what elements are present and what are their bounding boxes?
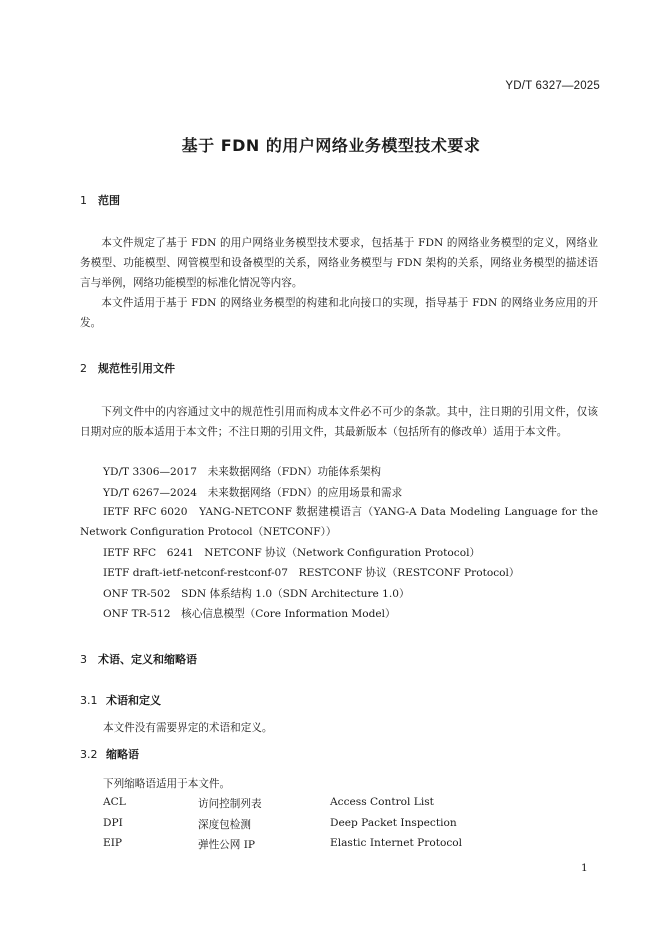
paragraph: 下列文件中的内容通过文中的规范性引用而构成本文件必不可少的条款。其中，注日期的引用文件，仅该日期对应的版本适用于本文件；不注日期的引用文件，其最新版本（包括所有的修改单）适用于本文件。: [80, 406, 598, 438]
reference-item: [80, 502, 598, 542]
subsection-3-1-heading: [80, 692, 161, 708]
subsection-title: 术语和定义: [106, 694, 161, 707]
paragraph: 本文件规定了基于 FDN 的用户网络业务模型技术要求，包括基于 FDN 的网络业务模型的定义，网络业务模型、功能模型、网管模型和设备模型的关系，网络业务模型与 FDN 架构的关系，网络业务模型的描述语言与举例，网络功能模型的标准化情况等内容。: [80, 237, 598, 289]
abbreviation: EIP: [103, 837, 123, 849]
reference-item: IETF draft-ietf-netconf-restconf-07 RESTCONF 协议（RESTCONF Protocol）: [103, 567, 520, 579]
reference-item: YD/T 6267—2024 未来数据网络（FDN）的应用场景和需求: [103, 487, 403, 499]
abbreviation-chinese: 访问控制列表: [198, 798, 262, 810]
reference-text: IETF RFC 6020 YANG-NETCONF 数据建模语言（YANG-A Data Modeling Language for the Network Configuration Protocol（NETCONF））: [80, 506, 598, 538]
abbreviation: ACL: [103, 796, 126, 808]
section-1-heading: [80, 192, 120, 208]
standard-id: YD/T 6327—2025: [505, 80, 600, 92]
section-number: 3: [80, 653, 87, 666]
section-3-heading: [80, 651, 197, 667]
subsection-3-1-text: 本文件没有需要界定的术语和定义。: [103, 722, 273, 734]
section-title: 范围: [98, 194, 120, 207]
section-number: 1: [80, 194, 87, 207]
reference-item: ONF TR-502 SDN 体系结构 1.0（SDN Architecture 1.0）: [103, 588, 410, 600]
subsection-number: 3.2: [80, 748, 98, 761]
abbreviation-english: Deep Packet Inspection: [330, 817, 457, 829]
subsection-title: 缩略语: [106, 748, 139, 761]
section-2-heading: [80, 360, 175, 376]
section-1-body: [80, 233, 598, 333]
reference-item: IETF RFC 6241 NETCONF 协议（Network Configuration Protocol）: [103, 547, 481, 559]
reference-item: YD/T 3306—2017 未来数据网络（FDN）功能体系架构: [103, 466, 382, 478]
abbreviation-chinese: 深度包检测: [198, 819, 251, 831]
abbreviation-english: Elastic Internet Protocol: [330, 837, 463, 849]
section-number: 2: [80, 362, 87, 375]
subsection-number: 3.1: [80, 694, 98, 707]
paragraph: 本文件适用于基于 FDN 的网络业务模型的构建和北向接口的实现，指导基于 FDN 的网络业务应用的开发。: [80, 297, 598, 329]
abbreviation-intro: 下列缩略语适用于本文件。: [103, 778, 231, 790]
abbreviation-english: Access Control List: [330, 796, 434, 808]
section-title: 术语、定义和缩略语: [98, 653, 197, 666]
subsection-3-2-heading: [80, 746, 139, 762]
page-number: 1: [581, 862, 588, 874]
abbreviation: DPI: [103, 817, 123, 829]
abbreviation-chinese: 弹性公网 IP: [198, 839, 256, 851]
reference-item: ONF TR-512 核心信息模型（Core Information Model）: [103, 608, 396, 620]
section-title: 规范性引用文件: [98, 362, 175, 375]
document-title: 基于 FDN 的用户网络业务模型技术要求: [181, 136, 481, 155]
section-2-intro: [80, 402, 598, 442]
